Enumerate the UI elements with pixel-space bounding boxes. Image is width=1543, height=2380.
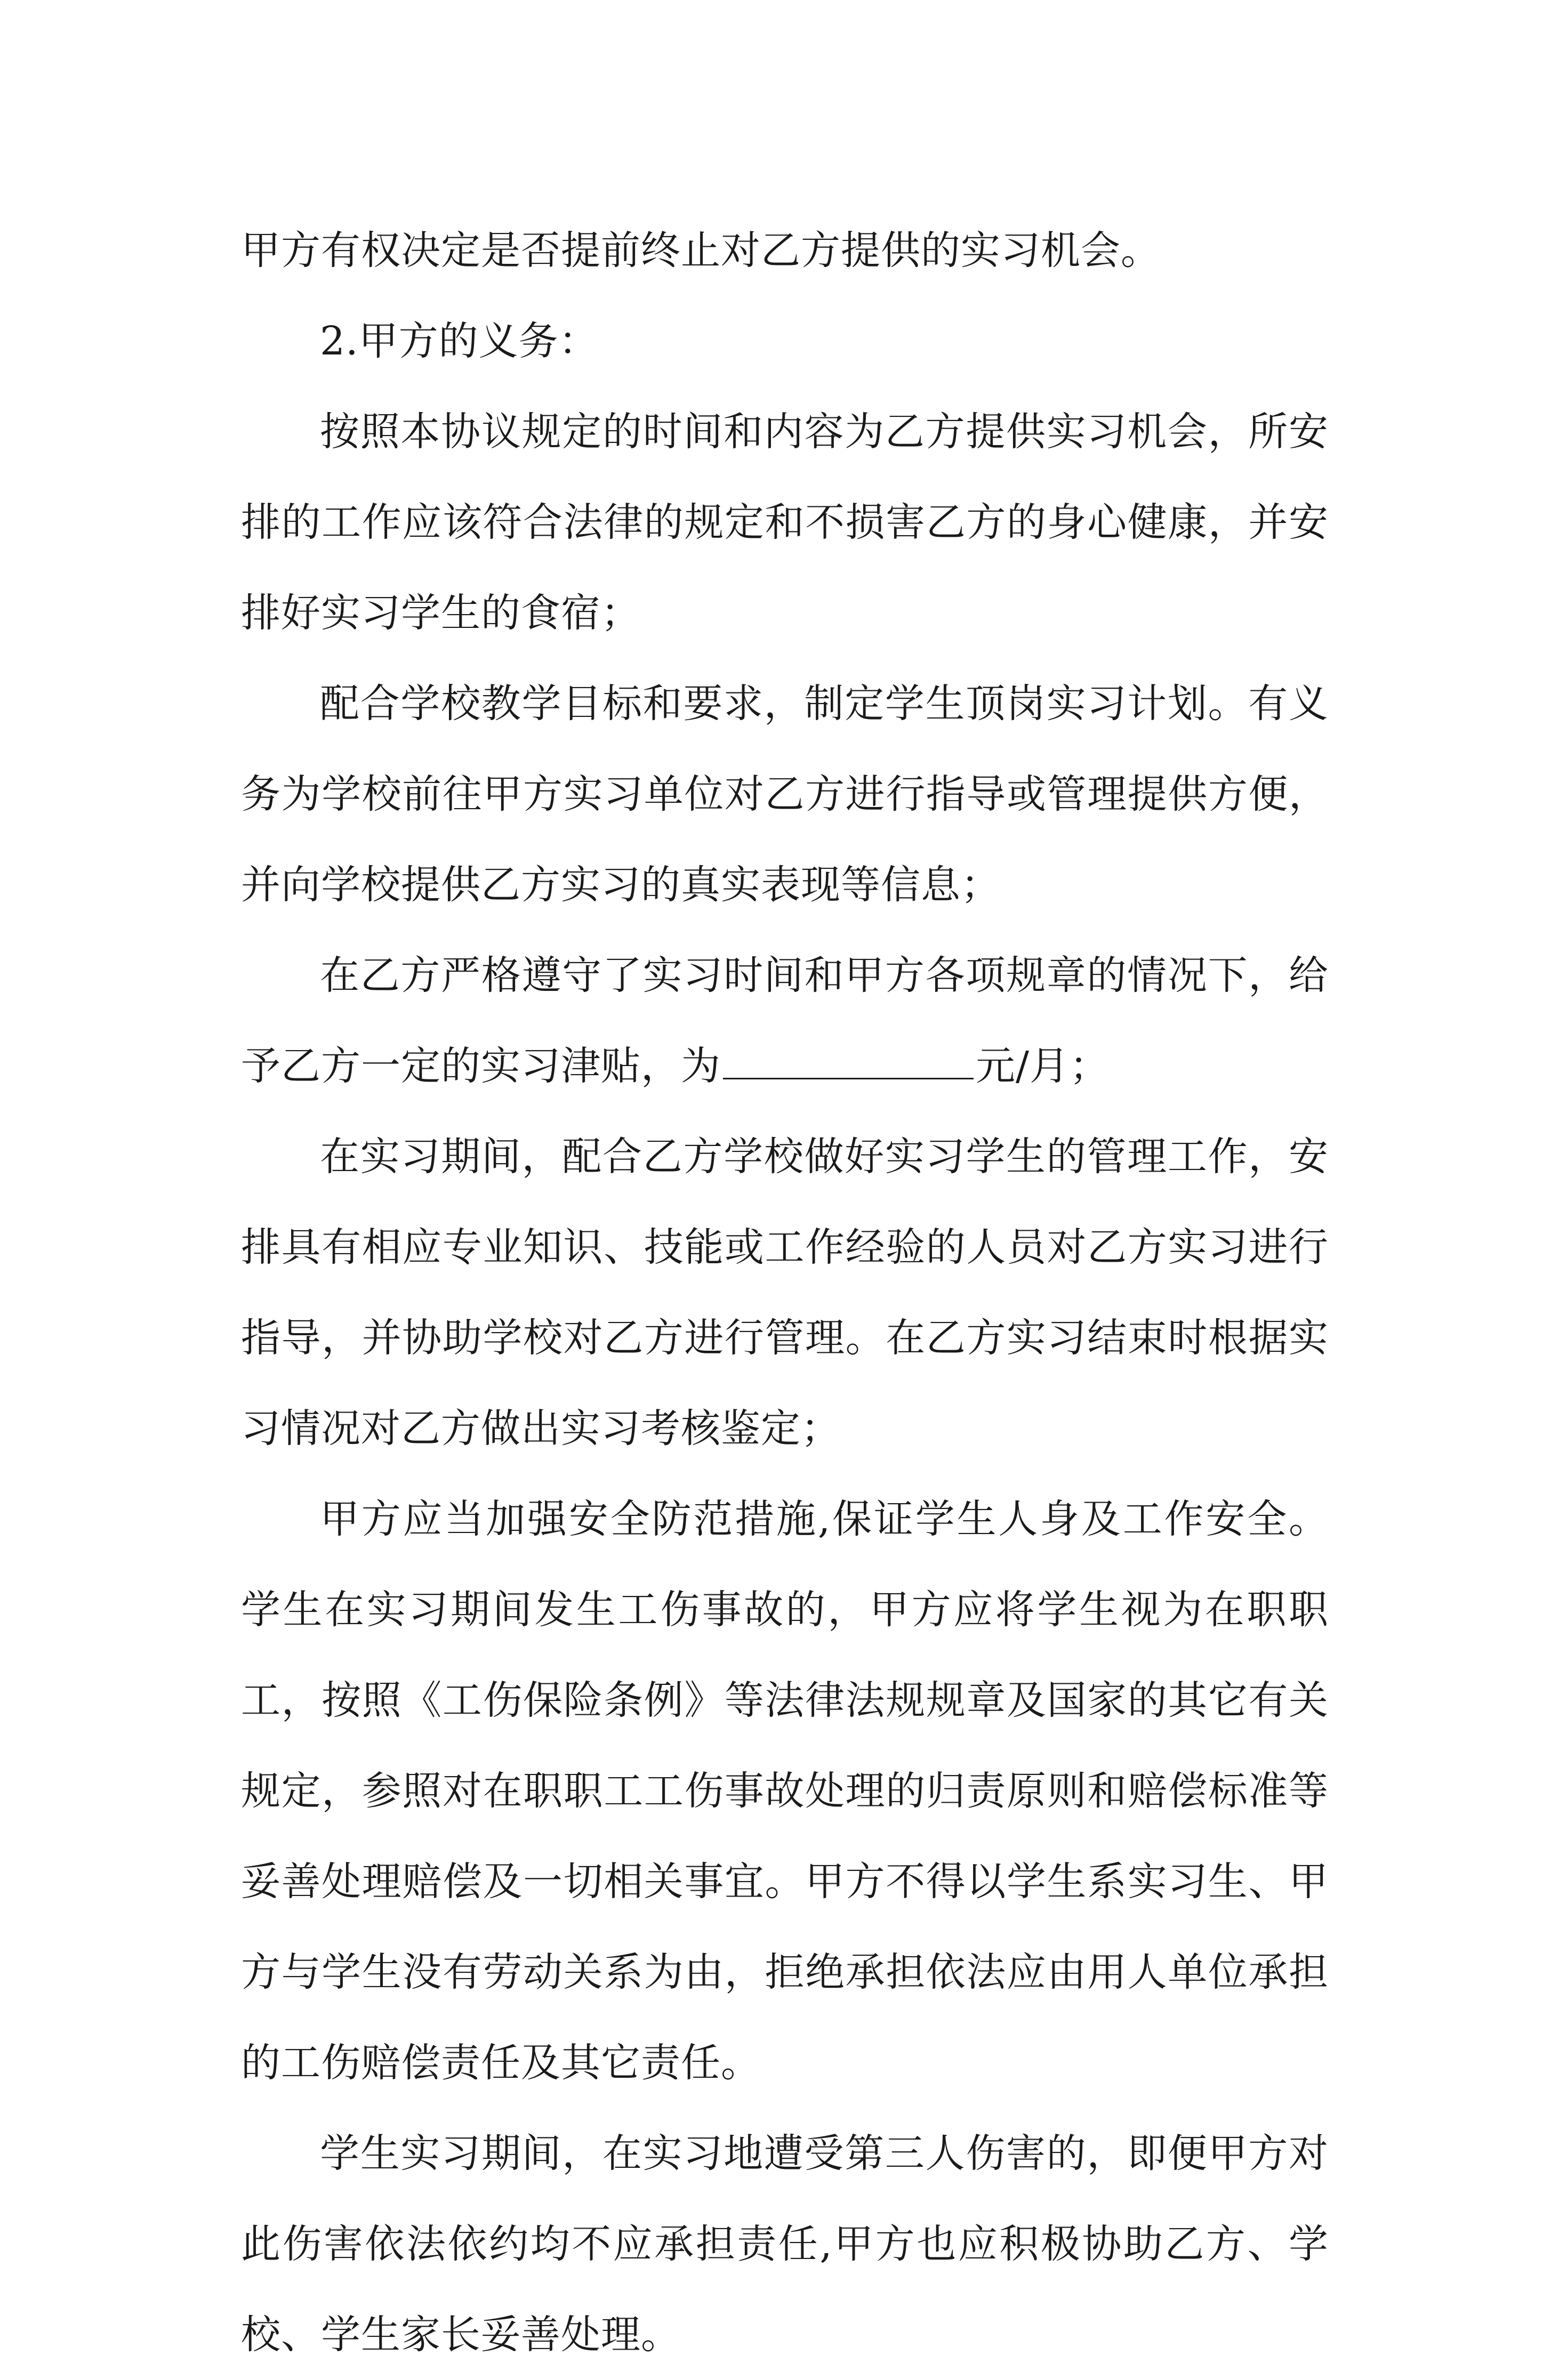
allowance-text-after: 元/月； — [976, 1043, 1110, 1089]
allowance-text-before: 在乙方严格遵守了实习时间和甲方各项规章的情况下，给予乙方一定的实习津贴，为 — [241, 953, 1329, 1089]
document-body — [241, 205, 1329, 2380]
paragraph-internship-allowance — [241, 930, 1329, 1111]
paragraph-provide-internship: 按照本协议规定的时间和内容为乙方提供实习机会，所安排的工作应该符合法律的规定和不损害乙方的身心健康，并安排好实习学生的食宿； — [241, 409, 1329, 636]
paragraph-third-party-injury: 学生实习期间，在实习地遭受第三人伤害的，即便甲方对此伤害依法依约均不应承担责任,甲方也应积极协助乙方、学校、学生家长妥善处理。 — [241, 2131, 1329, 2358]
section-heading-party-a-obligations: 2.甲方的义务： — [320, 318, 599, 364]
paragraph-cooperate-school: 配合学校教学目标和要求，制定学生顶岗实习计划。有义务为学校前往甲方实习单位对乙方进行指导或管理提供方便，并向学校提供乙方实习的真实表现等信息； — [241, 681, 1329, 908]
paragraph-termination-right: 甲方有权决定是否提前终止对乙方提供的实习机会。 — [241, 228, 1161, 273]
allowance-amount-blank — [723, 1046, 974, 1079]
paragraph-management-cooperation: 在实习期间，配合乙方学校做好实习学生的管理工作，安排具有相应专业知识、技能或工作经验的人员对乙方实习进行指导，并协助学校对乙方进行管理。在乙方实习结束时根据实习情况对乙方做出实习考核鉴定； — [241, 1134, 1329, 1451]
paragraph-safety-measures: 甲方应当加强安全防范措施,保证学生人身及工作安全。学生在实习期间发生工伤事故的，甲方应将学生视为在职职工，按照《工伤保险条例》等法律法规规章及国家的其它有关规定，参照对在职职工工伤事故处理的归责原则和赔偿标准等妥善处理赔偿及一切相关事宜。甲方不得以学生系实习生、甲方与学生没有劳动关系为由，拒绝承担依法应由用人单位承担的工伤赔偿责任及其它责任。 — [241, 1496, 1329, 2086]
